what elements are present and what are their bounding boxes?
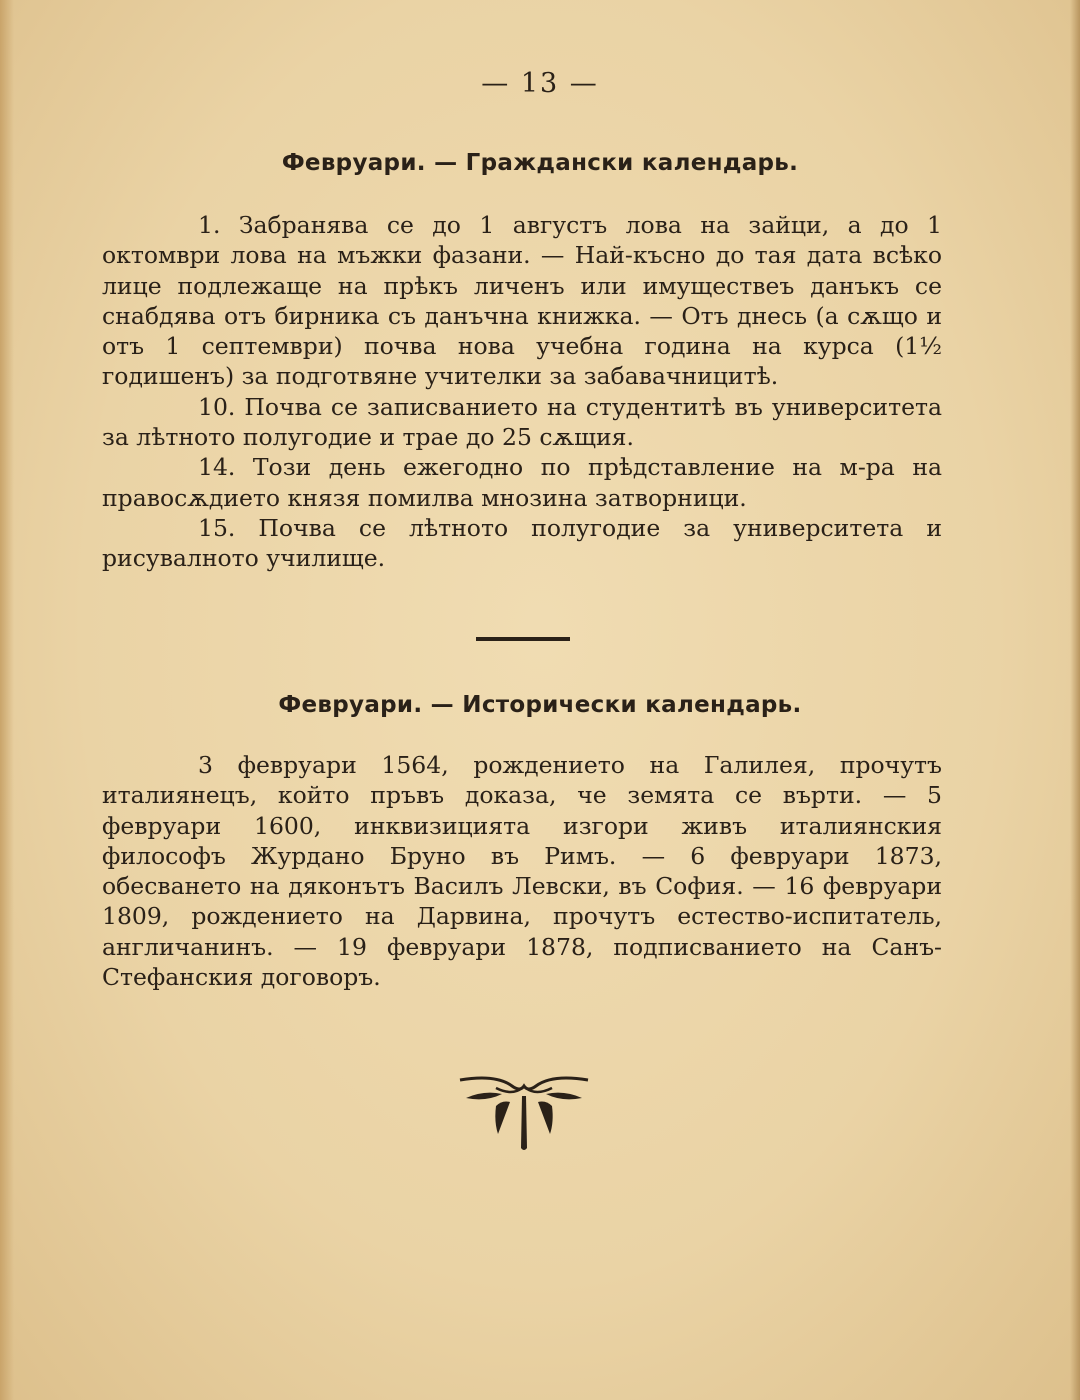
civil-paragraph-10: 10. Почва се записванието на студентитѣ въ университета за лѣтното полугодие и трае до 25 сѫщия. bbox=[102, 392, 942, 452]
civil-paragraph-1: 1. Забранява се до 1 августъ лова на зайци, а до 1 октомври лова на мъжки фазани. — Най-късно до тая дата всѣко лице подлежаще на прѣкъ личенъ или имуществеъ данъкъ се снабдява отъ бирника съ данъчна книжка. — Отъ днесь (а сѫщо и отъ 1 септември) почва нова учебна година на курса (1½ годишенъ) за подготвяне учителки за забавачницитѣ. bbox=[102, 211, 942, 391]
civil-paragraph-14: 14. Този день ежегодно по прѣдставление на м-ра на правосѫдието князя помилва мнозина затворници. bbox=[102, 453, 942, 512]
ornament-icon bbox=[456, 1072, 592, 1152]
historical-calendar-heading: Февруари. — Исторически календарь. bbox=[278, 692, 802, 718]
historical-paragraph: 3 февруари 1564, рождението на Галилея, прочутъ италиянецъ, който пръвъ доказа, че земята се върти. — 5 февруари 1600, инквизицията изгори живъ италиянския философъ Журдано Бруно въ Римъ. — 6 февруари 1873, обесването на дяконътъ Василъ Левски, въ София. — 16 февруари 1809, рождението на Дарвина, прочутъ естество-испитатель, англичанинъ. — 19 февруари 1878, подписванието на Санъ-Стефанския договоръ. bbox=[102, 751, 942, 992]
civil-paragraph-15: 15. Почва се лѣтното полугодие за университета и рисувалното училище. bbox=[102, 513, 942, 573]
section-divider bbox=[476, 637, 570, 641]
page-number: — 13 — bbox=[481, 68, 599, 99]
civil-calendar-heading: Февруари. — Граждански календарь. bbox=[281, 150, 799, 176]
historical-calendar-text bbox=[102, 750, 942, 992]
civil-calendar-text bbox=[102, 210, 942, 574]
